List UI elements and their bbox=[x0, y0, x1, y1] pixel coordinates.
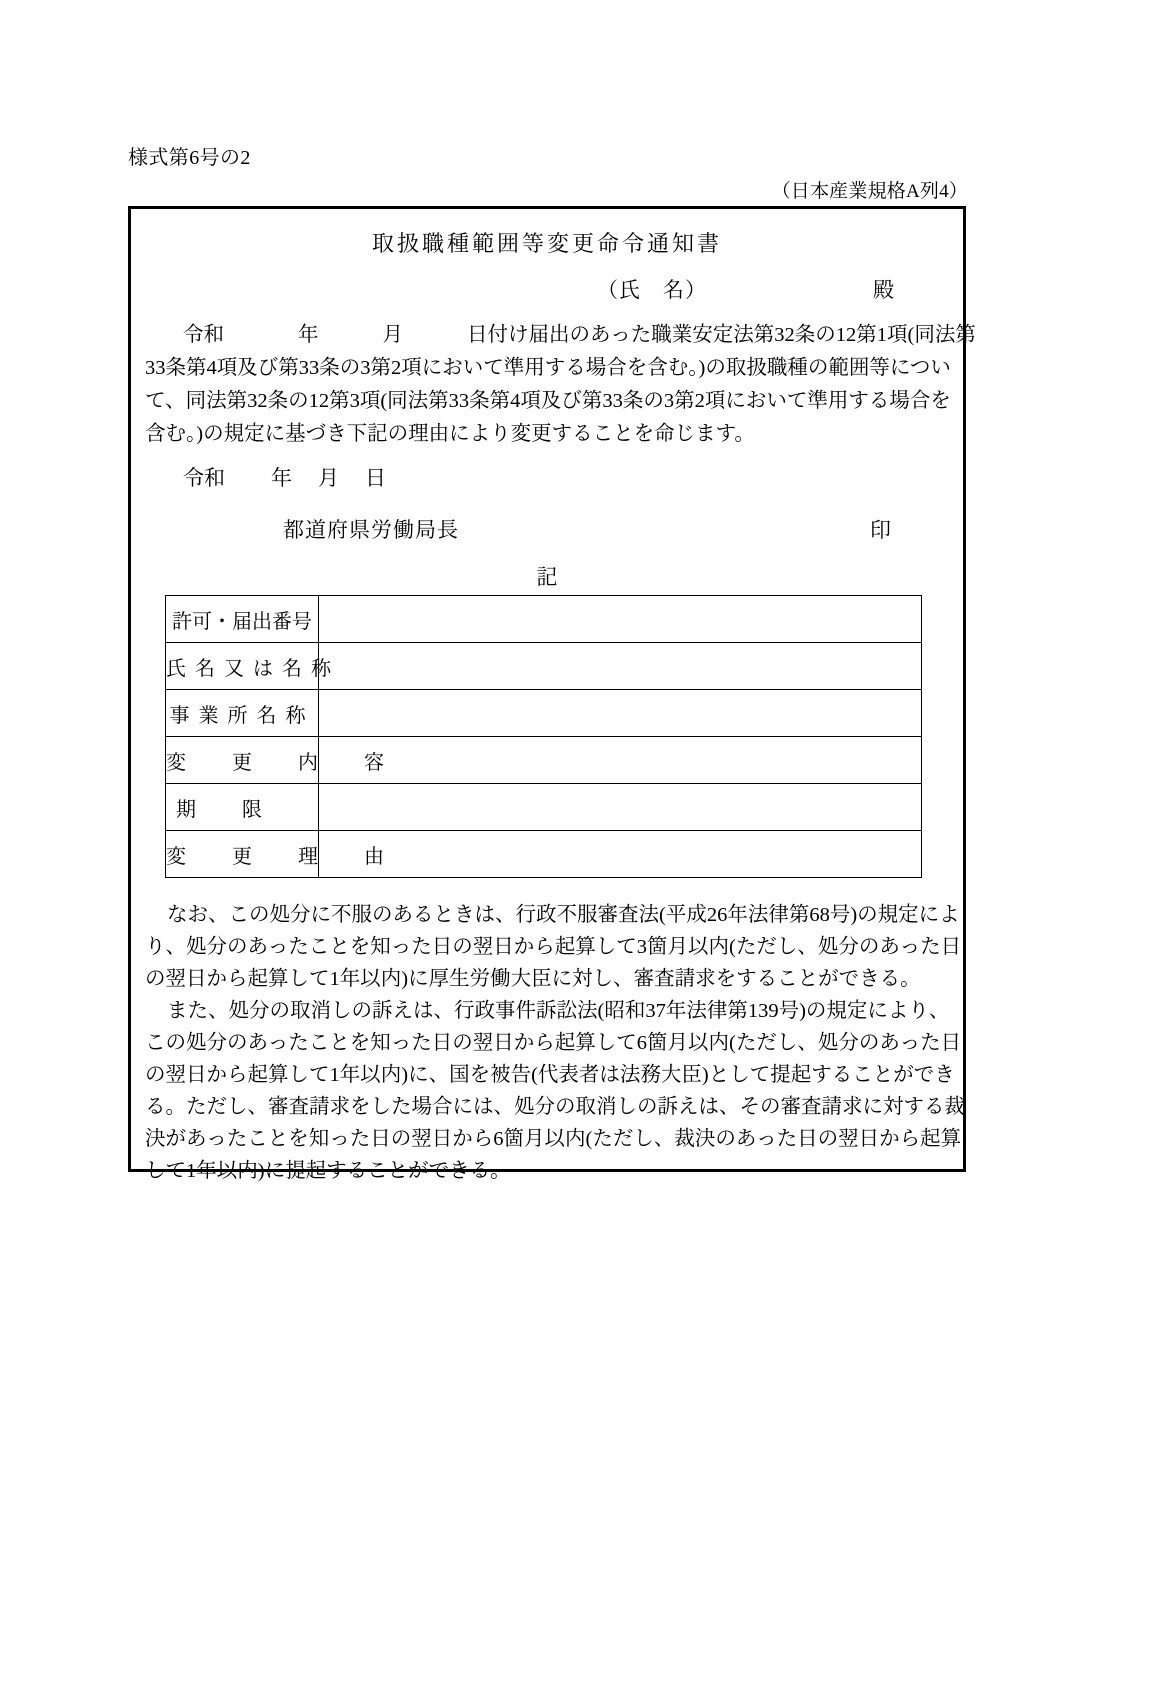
note-line-8: 決があったことを知った日の翌日から6箇月以内(ただし、裁決のあった日の翌日から起算 bbox=[145, 1128, 962, 1150]
table-row bbox=[166, 690, 922, 737]
note-line-3: の翌日から起算して1年以内)に厚生労働大臣に対し、審査請求をすることができる。 bbox=[145, 968, 921, 990]
addressee-row bbox=[131, 274, 963, 304]
table-row bbox=[166, 831, 922, 878]
table-row bbox=[166, 643, 922, 690]
notice-year-label: 年 bbox=[298, 324, 319, 346]
row-label-change-reason: 変更理由 bbox=[166, 831, 319, 878]
table-row bbox=[166, 784, 922, 831]
note-line-6: の翌日から起算して1年以内)に、国を被告(代表者は法務大臣)として提起することができ bbox=[145, 1064, 955, 1086]
ki-marker: 記 bbox=[536, 565, 558, 589]
issue-year-label: 年 bbox=[271, 466, 292, 490]
information-table bbox=[165, 595, 922, 878]
issue-month-label: 月 bbox=[318, 466, 339, 490]
page-title: 取扱職種範囲等変更命令通知書 bbox=[371, 231, 722, 256]
notice-era-label: 令和 bbox=[183, 324, 224, 346]
row-label-office-name: 事業所名称 bbox=[166, 690, 319, 737]
paper-size-note: （日本産業規格A列4） bbox=[771, 181, 968, 202]
body-line-2: 33条第4項及び第33条の3第2項において準用する場合を含む。)の取扱職種の範囲等につい bbox=[145, 357, 951, 379]
notice-body-rest: 日付け届出のあった職業安定法第32条の12第1項(同法第 bbox=[467, 324, 976, 346]
row-value-deadline[interactable] bbox=[319, 784, 922, 831]
body-line-3: て、同法第32条の12第3項(同法第33条第4項及び第33条の3第2項において準用する場合を bbox=[145, 390, 951, 412]
form-number: 様式第6号の2 bbox=[128, 147, 251, 169]
addressee-honorific: 殿 bbox=[873, 278, 894, 302]
note-line-9: して1年以内)に提起することができる。 bbox=[145, 1160, 511, 1182]
issue-day-label: 日 bbox=[365, 466, 386, 490]
addressee-name-label: （氏 名） bbox=[597, 278, 707, 302]
table-row bbox=[166, 737, 922, 784]
body-paragraph bbox=[145, 319, 976, 451]
row-label-deadline: 期限 bbox=[166, 784, 319, 831]
note-line-2: り、処分のあったことを知った日の翌日から起算して3箇月以内(ただし、処分のあった日 bbox=[145, 936, 962, 958]
note-line-7: る。ただし、審査請求をした場合には、処分の取消しの訴えは、その審査請求に対する裁 bbox=[145, 1096, 965, 1118]
row-value-name[interactable] bbox=[319, 643, 922, 690]
issue-era-label: 令和 bbox=[183, 466, 225, 490]
legal-notes bbox=[145, 899, 965, 1187]
note-line-1: なお、この処分に不服のあるときは、行政不服審査法(平成26年法律第68号)の規定によ bbox=[167, 904, 960, 926]
note-line-4: また、処分の取消しの訴えは、行政事件訴訟法(昭和37年法律第139号)の規定により、 bbox=[167, 1000, 950, 1022]
row-label-change-content: 変更内容 bbox=[166, 737, 319, 784]
row-value-permit-number[interactable] bbox=[319, 596, 922, 643]
table-row bbox=[166, 596, 922, 643]
seal-placeholder: 印 bbox=[870, 518, 891, 542]
notice-month-label: 月 bbox=[382, 324, 403, 346]
note-line-5: この処分のあったことを知った日の翌日から起算して6箇月以内(ただし、処分のあった日 bbox=[145, 1032, 962, 1054]
row-value-office-name[interactable] bbox=[319, 690, 922, 737]
issue-date-line bbox=[183, 462, 386, 492]
row-label-name: 氏名又は名称 bbox=[166, 643, 319, 690]
form-frame bbox=[128, 206, 976, 1182]
row-label-permit-number: 許可・届出番号 bbox=[166, 596, 319, 643]
body-line-4: 含む。)の規定に基づき下記の理由により変更することを命じます。 bbox=[145, 423, 755, 445]
issuer-title: 都道府県労働局長 bbox=[283, 518, 459, 542]
body-line-1 bbox=[145, 319, 976, 352]
